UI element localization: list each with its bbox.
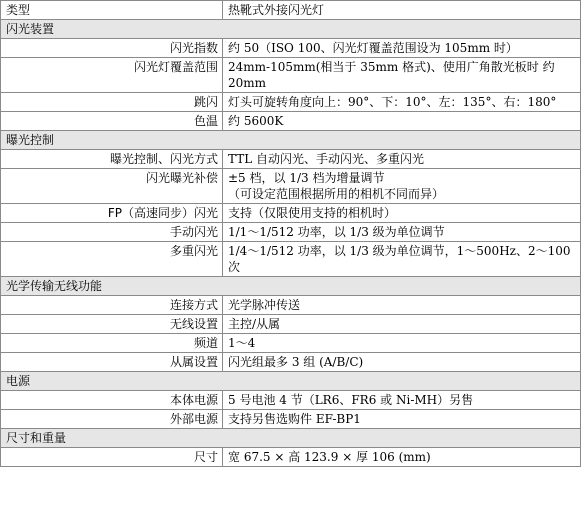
spec-label: 闪光灯覆盖范围 (1, 58, 223, 93)
section-title: 光学传输无线功能 (1, 277, 581, 296)
spec-value: 支持另售选购件 EF-BP1 (223, 410, 581, 429)
section-header-row (1, 20, 581, 39)
section-header-row (1, 277, 581, 296)
spec-label: 无线设置 (1, 315, 223, 334)
type-value: 热靴式外接闪光灯 (223, 1, 581, 20)
spec-value: 约 5600K (223, 112, 581, 131)
spec-label: 闪光曝光补偿 (1, 169, 223, 204)
spec-label: 跳闪 (1, 93, 223, 112)
spec-label: 多重闪光 (1, 242, 223, 277)
spec-row (1, 58, 581, 93)
spec-value: ±5 档，以 1/3 档为增量调节 （可设定范围根据所用的相机不同而异） (223, 169, 581, 204)
spec-value: 24mm-105mm(相当于 35mm 格式)、使用广角散光板时 约 20mm (223, 58, 581, 93)
spec-value: 主控/从属 (223, 315, 581, 334)
spec-label: 闪光指数 (1, 39, 223, 58)
spec-value: 1/4～1/512 功率，以 1/3 级为单位调节，1～500Hz、2～100 次 (223, 242, 581, 277)
section-title: 尺寸和重量 (1, 429, 581, 448)
spec-row (1, 93, 581, 112)
spec-label: 连接方式 (1, 296, 223, 315)
spec-value: 光学脉冲传送 (223, 296, 581, 315)
spec-value: 5 号电池 4 节（LR6、FR6 或 Ni-MH）另售 (223, 391, 581, 410)
spec-row (1, 296, 581, 315)
section-title: 闪光装置 (1, 20, 581, 39)
spec-row (1, 353, 581, 372)
spec-label: 从属设置 (1, 353, 223, 372)
spec-row (1, 150, 581, 169)
spec-label: 频道 (1, 334, 223, 353)
spec-label: FP（高速同步）闪光 (1, 204, 223, 223)
spec-row (1, 334, 581, 353)
header-row (1, 1, 581, 20)
spec-row (1, 112, 581, 131)
spec-value: 约 50（ISO 100、闪光灯覆盖范围设为 105mm 时） (223, 39, 581, 58)
section-header-row (1, 429, 581, 448)
spec-value: 支持（仅限使用支持的相机时） (223, 204, 581, 223)
section-header-row (1, 372, 581, 391)
spec-value: 闪光组最多 3 组 (A/B/C) (223, 353, 581, 372)
spec-row (1, 391, 581, 410)
spec-table-body (1, 1, 581, 467)
spec-row (1, 39, 581, 58)
spec-label: 本体电源 (1, 391, 223, 410)
spec-label: 外部电源 (1, 410, 223, 429)
spec-value: 宽 67.5 × 高 123.9 × 厚 106 (mm) (223, 448, 581, 467)
spec-label: 手动闪光 (1, 223, 223, 242)
spec-value: 1/1～1/512 功率，以 1/3 级为单位调节 (223, 223, 581, 242)
spec-row (1, 448, 581, 467)
spec-value: 1～4 (223, 334, 581, 353)
spec-value: TTL 自动闪光、手动闪光、多重闪光 (223, 150, 581, 169)
spec-value: 灯头可旋转角度向上：90°、下：10°、左：135°、右：180° (223, 93, 581, 112)
spec-label: 曝光控制、闪光方式 (1, 150, 223, 169)
type-label: 类型 (1, 1, 223, 20)
spec-label: 尺寸 (1, 448, 223, 467)
spec-row (1, 169, 581, 204)
section-title: 曝光控制 (1, 131, 581, 150)
section-header-row (1, 131, 581, 150)
spec-row (1, 223, 581, 242)
section-title: 电源 (1, 372, 581, 391)
spec-label: 色温 (1, 112, 223, 131)
spec-row (1, 315, 581, 334)
spec-row (1, 242, 581, 277)
spec-row (1, 204, 581, 223)
spec-row (1, 410, 581, 429)
